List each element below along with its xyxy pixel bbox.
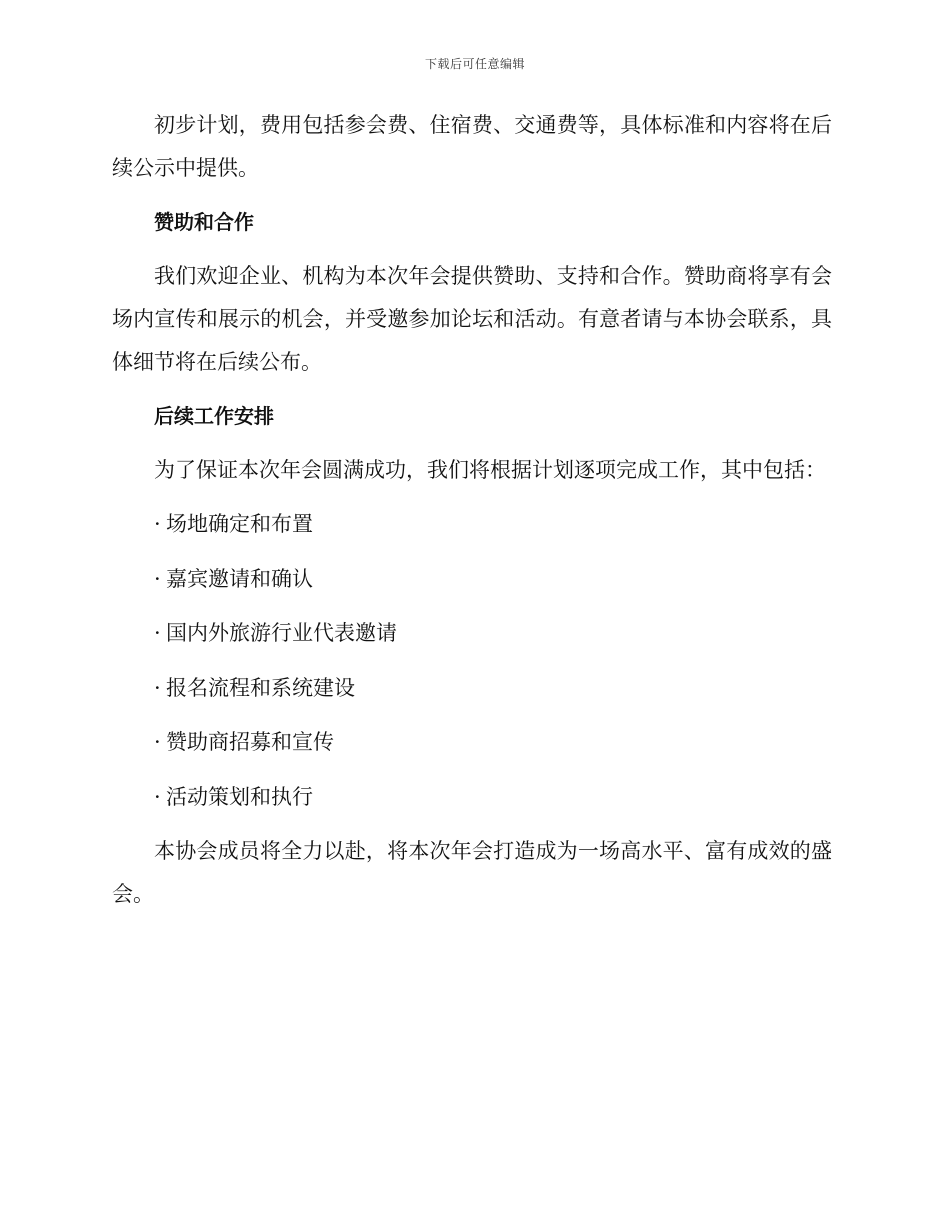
list-item-text: 嘉宾邀请和确认 — [166, 566, 313, 591]
paragraph-followup: 为了保证本次年会圆满成功，我们将根据计划逐项完成工作，其中包括： — [154, 458, 826, 482]
bullet-icon: · — [154, 566, 161, 591]
list-item-text: 报名流程和系统建设 — [166, 675, 355, 700]
list-item-text: 场地确定和布置 — [166, 512, 313, 536]
list-item — [112, 776, 832, 819]
list-item — [112, 503, 832, 546]
list-item — [112, 721, 832, 764]
list-item — [112, 612, 832, 655]
section-heading-followup: 后续工作安排 — [154, 404, 274, 428]
bullet-icon: · — [154, 512, 161, 536]
paragraph-sponsorship: 我们欢迎企业、机构为本次年会提供赞助、支持和合作。赞助商将享有会场内宣传和展示的机会，并受邀参加论坛和活动。有意者请与本协会联系，具体细节将在后续公布。 — [112, 264, 832, 374]
bullet-icon: · — [154, 784, 161, 809]
header-note: 下载后可任意编辑 — [424, 57, 525, 71]
list-item-text: 国内外旅游行业代表邀请 — [166, 621, 397, 646]
paragraph-closing: 本协会成员将全力以赴，将本次年会打造成为一场高水平、富有成效的盛会。 — [112, 838, 832, 906]
bullet-icon: · — [154, 730, 161, 755]
paragraph-costs: 初步计划，费用包括参会费、住宿费、交通费等，具体标准和内容将在后续公示中提供。 — [112, 113, 832, 180]
task-list — [112, 503, 832, 819]
section-heading-sponsorship: 赞助和合作 — [154, 210, 254, 234]
list-item — [112, 667, 832, 710]
bullet-icon: · — [154, 675, 161, 700]
list-item-text: 活动策划和执行 — [166, 784, 313, 809]
bullet-icon: · — [154, 621, 161, 646]
list-item — [112, 558, 832, 601]
document-body — [112, 104, 832, 916]
list-item-text: 赞助商招募和宣传 — [166, 730, 334, 755]
